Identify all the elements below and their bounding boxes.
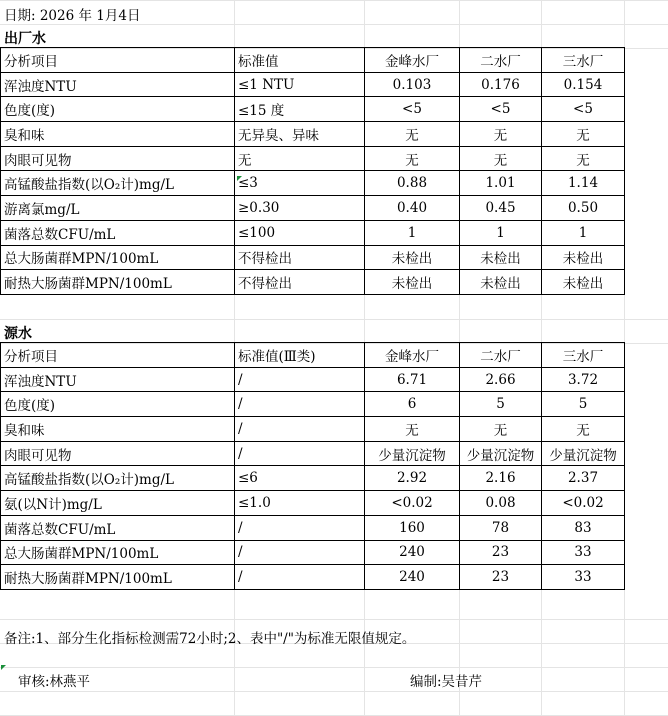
result-cell[interactable]: <5 xyxy=(542,97,625,122)
table-row xyxy=(1,441,625,466)
result-cell[interactable]: 无 xyxy=(542,417,625,442)
source-water-table xyxy=(0,342,625,590)
header-cell[interactable]: 标准值(Ⅲ类) xyxy=(235,343,365,368)
result-cell[interactable]: 无 xyxy=(365,122,460,147)
standard-value-cell[interactable]: / xyxy=(235,367,365,392)
header-cell[interactable]: 二水厂 xyxy=(460,48,542,73)
result-cell[interactable]: 无 xyxy=(460,146,542,171)
result-cell[interactable]: 1 xyxy=(460,220,542,245)
table-row xyxy=(1,540,625,565)
table-row xyxy=(1,220,625,245)
result-cell[interactable]: <5 xyxy=(460,97,542,122)
result-cell[interactable]: 未检出 xyxy=(542,270,625,295)
item-name-cell[interactable]: 臭和味 xyxy=(1,122,235,147)
result-cell[interactable]: 0.176 xyxy=(460,72,542,97)
table-header-row xyxy=(1,343,625,368)
result-cell[interactable]: 3.72 xyxy=(542,367,625,392)
result-cell[interactable]: 240 xyxy=(365,565,460,590)
standard-value-cell[interactable]: ≤1.0 xyxy=(235,491,365,516)
result-cell[interactable]: 未检出 xyxy=(460,270,542,295)
result-cell[interactable]: <5 xyxy=(365,97,460,122)
table-row xyxy=(1,245,625,270)
standard-value-cell[interactable]: ≤3 xyxy=(235,171,365,196)
table-header-row xyxy=(1,48,625,73)
standard-value-cell[interactable]: / xyxy=(235,540,365,565)
result-cell[interactable]: 6 xyxy=(365,392,460,417)
standard-value-cell[interactable]: / xyxy=(235,392,365,417)
item-name-cell[interactable]: 总大肠菌群MPN/100mL xyxy=(1,540,235,565)
result-cell[interactable]: 5 xyxy=(460,392,542,417)
result-cell[interactable]: 无 xyxy=(460,122,542,147)
item-name-cell[interactable]: 色度(度) xyxy=(1,392,235,417)
item-name-cell[interactable]: 总大肠菌群MPN/100mL xyxy=(1,245,235,270)
standard-value-cell[interactable]: 不得检出 xyxy=(235,245,365,270)
result-cell[interactable]: 23 xyxy=(460,565,542,590)
result-cell[interactable]: 160 xyxy=(365,515,460,540)
result-cell[interactable]: 未检出 xyxy=(542,245,625,270)
standard-value-cell[interactable]: 不得检出 xyxy=(235,270,365,295)
remarks-note[interactable]: 备注:1、部分生化指标检测需72小时;2、表中"/"为标准无限值规定。 xyxy=(4,631,416,647)
result-cell[interactable]: <0.02 xyxy=(542,491,625,516)
table-row xyxy=(1,515,625,540)
standard-value-cell[interactable]: / xyxy=(235,565,365,590)
section-title-source-water[interactable]: 源水 xyxy=(4,326,32,342)
standard-value-cell[interactable]: / xyxy=(235,515,365,540)
result-cell[interactable]: 2.16 xyxy=(460,466,542,491)
table-row xyxy=(1,270,625,295)
cell-comment-indicator xyxy=(1,665,6,670)
header-cell[interactable]: 金峰水厂 xyxy=(365,343,460,368)
table-row xyxy=(1,367,625,392)
result-cell[interactable]: 33 xyxy=(542,540,625,565)
standard-value-cell[interactable]: / xyxy=(235,417,365,442)
result-cell[interactable]: 0.08 xyxy=(460,491,542,516)
result-cell[interactable]: <0.02 xyxy=(365,491,460,516)
item-name-cell[interactable]: 肉眼可见物 xyxy=(1,146,235,171)
item-name-cell[interactable]: 游离氯mg/L xyxy=(1,196,235,221)
header-cell[interactable]: 分析项目 xyxy=(1,343,235,368)
table-row xyxy=(1,196,625,221)
section-title-outlet-water[interactable]: 出厂水 xyxy=(4,31,46,47)
standard-value-cell[interactable]: ≥0.30 xyxy=(235,196,365,221)
result-cell[interactable]: 未检出 xyxy=(365,270,460,295)
result-cell[interactable]: 无 xyxy=(365,417,460,442)
header-cell[interactable]: 金峰水厂 xyxy=(365,48,460,73)
table-row xyxy=(1,72,625,97)
standard-value-cell[interactable]: ≤15 度 xyxy=(235,97,365,122)
item-name-cell[interactable]: 菌落总数CFU/mL xyxy=(1,515,235,540)
cell-comment-indicator xyxy=(237,176,242,181)
item-name-cell[interactable]: 耐热大肠菌群MPN/100mL xyxy=(1,565,235,590)
item-name-cell[interactable]: 浑浊度NTU xyxy=(1,367,235,392)
item-name-cell[interactable]: 色度(度) xyxy=(1,97,235,122)
item-name-cell[interactable]: 高锰酸盐指数(以O₂计)mg/L xyxy=(1,466,235,491)
standard-value-cell[interactable]: ≤6 xyxy=(235,466,365,491)
table-row xyxy=(1,146,625,171)
result-cell[interactable]: 无 xyxy=(365,146,460,171)
standard-value-cell[interactable]: 无异臭、异味 xyxy=(235,122,365,147)
item-name-cell[interactable]: 肉眼可见物 xyxy=(1,441,235,466)
result-cell[interactable]: 少量沉淀物 xyxy=(542,441,625,466)
item-name-cell[interactable]: 菌落总数CFU/mL xyxy=(1,220,235,245)
standard-value-cell[interactable]: 无 xyxy=(235,146,365,171)
item-name-cell[interactable]: 高锰酸盐指数(以O₂计)mg/L xyxy=(1,171,235,196)
result-cell[interactable]: 少量沉淀物 xyxy=(365,441,460,466)
result-cell[interactable]: 0.50 xyxy=(542,196,625,221)
item-name-cell[interactable]: 臭和味 xyxy=(1,417,235,442)
result-cell[interactable]: 6.71 xyxy=(365,367,460,392)
table-row xyxy=(1,392,625,417)
result-cell[interactable]: 78 xyxy=(460,515,542,540)
result-cell[interactable]: 2.66 xyxy=(460,367,542,392)
result-cell[interactable]: 未检出 xyxy=(365,245,460,270)
result-cell[interactable]: 33 xyxy=(542,565,625,590)
result-cell[interactable]: 1.01 xyxy=(460,171,542,196)
result-cell[interactable]: 1 xyxy=(365,220,460,245)
table-row xyxy=(1,565,625,590)
reviewer-signature[interactable]: 审核:林燕平 xyxy=(18,674,91,690)
result-cell[interactable]: 5 xyxy=(542,392,625,417)
table-row xyxy=(1,122,625,147)
result-cell[interactable]: 1 xyxy=(542,220,625,245)
header-cell[interactable]: 二水厂 xyxy=(460,343,542,368)
result-cell[interactable]: 2.92 xyxy=(365,466,460,491)
editor-signature[interactable]: 编制:吴昔芹 xyxy=(410,674,483,690)
result-cell[interactable]: 240 xyxy=(365,540,460,565)
result-cell[interactable]: 0.88 xyxy=(365,171,460,196)
header-cell[interactable]: 分析项目 xyxy=(1,48,235,73)
item-name-cell[interactable]: 耐热大肠菌群MPN/100mL xyxy=(1,270,235,295)
result-cell[interactable]: 无 xyxy=(460,417,542,442)
table-row xyxy=(1,491,625,516)
result-cell[interactable]: 无 xyxy=(542,122,625,147)
result-cell[interactable]: 0.103 xyxy=(365,72,460,97)
header-cell[interactable]: 三水厂 xyxy=(542,48,625,73)
result-cell[interactable]: 少量沉淀物 xyxy=(460,441,542,466)
standard-value-cell[interactable]: ≤100 xyxy=(235,220,365,245)
item-name-cell[interactable]: 氨(以N计)mg/L xyxy=(1,491,235,516)
result-cell[interactable]: 0.154 xyxy=(542,72,625,97)
item-name-cell[interactable]: 浑浊度NTU xyxy=(1,72,235,97)
result-cell[interactable]: 23 xyxy=(460,540,542,565)
result-cell[interactable]: 0.45 xyxy=(460,196,542,221)
table-row xyxy=(1,417,625,442)
table-row xyxy=(1,97,625,122)
outlet-water-table xyxy=(0,47,625,295)
header-cell[interactable]: 三水厂 xyxy=(542,343,625,368)
result-cell[interactable]: 2.37 xyxy=(542,466,625,491)
standard-value-cell[interactable]: / xyxy=(235,441,365,466)
result-cell[interactable]: 83 xyxy=(542,515,625,540)
result-cell[interactable]: 未检出 xyxy=(460,245,542,270)
result-cell[interactable]: 无 xyxy=(542,146,625,171)
standard-value-cell[interactable]: ≤1 NTU xyxy=(235,72,365,97)
result-cell[interactable]: 0.40 xyxy=(365,196,460,221)
result-cell[interactable]: 1.14 xyxy=(542,171,625,196)
table-row xyxy=(1,466,625,491)
table-row xyxy=(1,171,625,196)
header-cell[interactable]: 标准值 xyxy=(235,48,365,73)
report-date[interactable]: 日期: 2026 年 1月4日 xyxy=(4,8,141,24)
